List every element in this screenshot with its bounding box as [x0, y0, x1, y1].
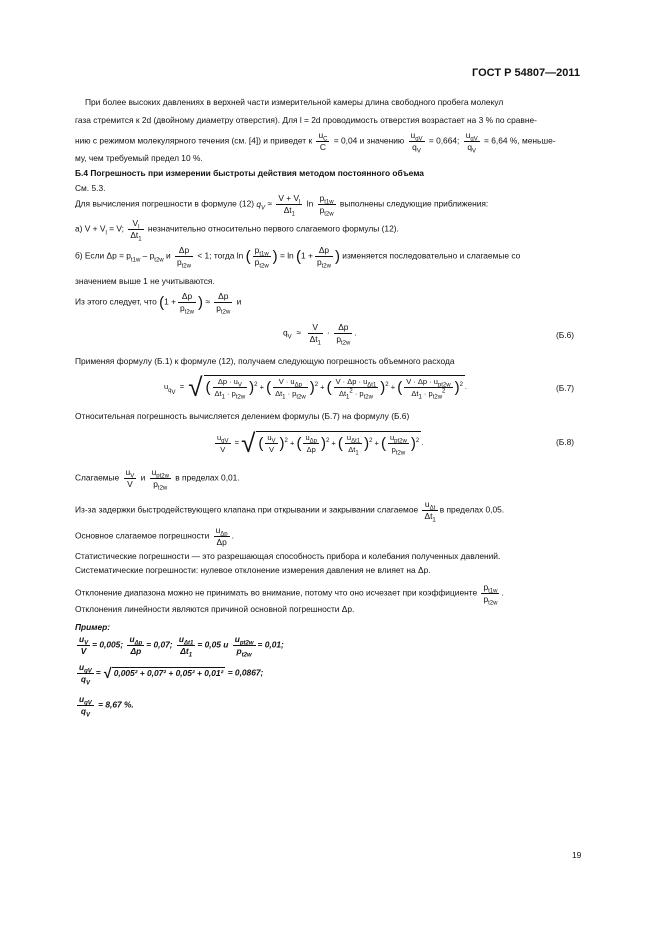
ex-uv-v: $\frac{u_V}{V}$ [79, 634, 89, 656]
item-b-text-b: < 1; тогда ln [197, 250, 244, 261]
delay-text-b: в пределах 0,05. [439, 504, 505, 515]
item-b-line2: значением выше 1 не учитываются. [75, 276, 215, 286]
p2-line: Для вычисления погрешности в формуле (12) $q_V$ ≈ $\frac{V + V_l}{\Delta t_1}$ ln $\frac{p_{t1w}}{p_{t2w}}$ выполнены следующие приближения: [75, 193, 489, 218]
example-title: Пример: [75, 622, 111, 632]
fraction-dp-p2w-c: $\frac{\Delta p}{p_{t2w}}$ [216, 291, 231, 316]
equation-number-b8: (Б.8) [556, 437, 575, 447]
ex-v4: = 0,01; [257, 639, 284, 650]
item-b: б) Если $\Delta p = p_{t1w} - p_{t2w}$ и $\frac{\Delta p}{p_{t2w}}$ < 1; тогда ln ( $\frac{p_{t1w}}{p_{t2w}}$ ) = ln (1 + $\frac{\Delta p}{p_{t2w}}$ ) изменяется последовательно и слагаемые со [75, 245, 521, 270]
b7-term1: $\frac{\Delta p \cdot u_V}{\Delta t_1 \cdot p_{t2w}}$ [214, 376, 246, 401]
b8-term4: $\frac{u_{pt2w}}{p_{t2w}}$ [389, 432, 407, 457]
p1-line1: При более высоких давлениях в верхней части измерительной камеры длина свободного пробега молекул [85, 97, 504, 107]
range-line: Отклонение диапазона можно не принимать во внимание, потому что оно исчезает при коэффициенте $\frac{p_{t1w}}{p_{t2w}}$ . [75, 582, 504, 607]
stat-line1: Статистические погрешности — это разрешающая способность прибора и колебания полученных давлений. [75, 551, 501, 561]
p2-text-b: выполнены следующие приближения: [339, 198, 489, 209]
relative-text: Относительная погрешность вычисляется делением формулы (Б.7) на формулу (Б.6) [75, 411, 410, 421]
ex-uqv-qv: $\frac{u_{qV}}{q_V}$ [79, 662, 92, 687]
equation-number-b6: (Б.6) [556, 330, 575, 340]
ex-udp-dp: $\frac{u_{\Delta p}}{\Delta p}$ [129, 634, 143, 656]
p1-line2: газа стремится к 2d (двойному диаметру отверстия). Для l = 2d проводимость отверстия возрастает на 3 % по сравне- [75, 115, 537, 125]
fraction-uqv-qv-2: $\frac{u_{qV}}{q_V}$ [465, 130, 478, 155]
example-sqrt-line: $\frac{u_{qV}}{q_V}$ = √ 0,005² + 0,07² + 0,05² + 0,01² = 0,0867; [79, 662, 264, 687]
b8-term2: $\frac{u_{\Delta p}}{\Delta p}$ [305, 432, 317, 454]
fraction-p1w-p2w-range: $\frac{p_{t1w}}{p_{t2w}}$ [483, 582, 498, 607]
b7-term4: $\frac{V \cdot \Delta p \cdot u_{pt2w}}{\Delta t_1 \cdot p_{t2w}^2}$ [406, 376, 451, 401]
b7-term3: $\frac{V \cdot \Delta p \cdot u_{\Delta t1}}{\Delta t_1^2 \cdot p_{t2w}}$ [335, 376, 377, 401]
follows-line: Из этого следует, что (1 + $\frac{\Delta p}{p_{t2w}}$ ) ≈ $\frac{\Delta p}{p_{t2w}}$ и [75, 291, 242, 316]
ex-uqv-qv-final: $\frac{u_{qV}}{q_V}$ [79, 694, 92, 719]
standard-header: ГОСТ Р 54807—2011 [472, 67, 580, 79]
p1-line3-text-d: = 6,64 %, меньше- [484, 135, 556, 146]
ex-final: = 8,67 %. [98, 699, 134, 710]
p2-text-a: Для вычисления погрешности в формуле (12) [75, 198, 255, 209]
item-a-text-b: незначительно относительно первого слагаемого формулы (12). [147, 223, 399, 234]
item-a-text-a: а) V + V [75, 223, 106, 234]
fraction-dp-p2w: $\frac{\Delta p}{p_{t2w}}$ [316, 245, 331, 270]
ex-v1: = 0,005; [92, 639, 124, 650]
applying-text: Применяя формулу (Б.1) к формуле (12), получаем следующую погрешность объемного расхода [75, 356, 455, 366]
b8-term3: $\frac{u_{\Delta t1}}{\Delta t_1}$ [346, 432, 361, 457]
ex-sqrt-result: = 0,0867; [227, 667, 264, 678]
fraction-dp-p2w-b6: $\frac{\Delta p}{p_{t2w}}$ [336, 322, 351, 347]
terms-line [75, 467, 240, 490]
page-number: 19 [572, 850, 582, 860]
ex-up-p: $\frac{u_{pt2w}}{p_{t2w}}$ [234, 634, 254, 659]
follows-text: Из этого следует, что [75, 296, 157, 307]
example-final-line [75, 694, 134, 717]
fraction-v-dt1-b6: $\frac{V}{\Delta t_1}$ [309, 322, 321, 347]
ex-sqrt-expr: 0,005² + 0,07² + 0,05² + 0,01² [113, 667, 224, 678]
equation-b7: $u_{q_V}$ = √ ( $\frac{\Delta p \cdot u_V}{\Delta t_1 \cdot p_{t2w}}$ )$^2$ + ( $\frac{V \cdot u_{\Delta p}}{\Delta t_1 \cdot p_{t2w}}$ )$^2$ + ( $\frac{V \cdot \Delta p \cdot u_{\Delta t1}}{\Delta t_1^2 \cdot p_{t2w}}$ )$^2$ + ( $\frac{V \cdot \Delta p \cdot u_{pt2w}}{\Delta t_1 \cdot p_{t2w}^2}$ )$^2$ . [164, 372, 468, 402]
section-title: Б.4 Погрешность при измерении быстроты действия методом постоянного объема [75, 168, 424, 178]
p1-line3 [75, 130, 556, 153]
equation-b6: $q_V$ ≈ $\frac{V}{\Delta t_1}$ · $\frac{\Delta p}{p_{t2w}}$ . [283, 322, 357, 347]
follows-and: и [236, 296, 242, 307]
fraction-dp-p2: $\frac{\Delta p}{p_{t2w}}$ [176, 245, 191, 270]
terms-text-b: и [140, 472, 146, 483]
fraction-uqv-qv: $\frac{u_{qV}}{q_V}$ [410, 130, 423, 155]
fraction-up-p: $\frac{u_{pt2w}}{p_{t2w}}$ [151, 467, 169, 492]
delay-line [75, 499, 504, 522]
see-reference: См. 5.3. [75, 183, 106, 193]
main-term-text: Основное слагаемое погрешности [75, 530, 210, 541]
p1-line4: му, чем требуемый предел 10 %. [75, 153, 203, 163]
p1-line3-text-b: = 0,04 и значению [333, 135, 405, 146]
main-term-line: Основное слагаемое погрешности $\frac{u_{\Delta p}}{\Delta p}$ . [75, 525, 234, 547]
fraction-v-dt1: $\frac{V_l}{\Delta t_1}$ [130, 218, 142, 243]
fraction-dp-p2w-b: $\frac{\Delta p}{p_{t2w}}$ [179, 291, 194, 316]
b7-term2: $\frac{V \cdot u_{\Delta p}}{\Delta t_1 \cdot p_{t2w}}$ [275, 376, 306, 401]
fraction-p1-p2: $\frac{p_{t1w}}{p_{t2w}}$ [319, 193, 334, 218]
item-b-text-a: б) Если Δp = p [75, 250, 131, 261]
b8-term1: $\frac{u_V}{V}$ [267, 432, 276, 454]
fraction-udt-dt: $\frac{u_{\Delta t}}{\Delta t_1}$ [424, 499, 436, 524]
b8-lhs: $\frac{u_{qV}}{V}$ [217, 432, 229, 454]
p1-line3-text-a: нию с режимом молекулярного течения (см. [4]) и приведет к [75, 135, 313, 146]
ex-v3: = 0,05 и [197, 639, 229, 650]
ex-v2: = 0,07; [146, 639, 173, 650]
terms-text-c: в пределах 0,01. [175, 472, 240, 483]
terms-text-a: Слагаемые [75, 472, 120, 483]
fraction-p1w-p2w: $\frac{p_{t1w}}{p_{t2w}}$ [254, 245, 269, 270]
fraction-uc-c: $\frac{u_C}{C}$ [318, 130, 328, 152]
fraction-v-dt: $\frac{V + V_l}{\Delta t_1}$ [278, 193, 301, 218]
fraction-uv-v: $\frac{u_V}{V}$ [125, 467, 135, 489]
delay-text-a: Из-за задержки быстродействующего клапана при открывании и закрывании слагаемое [75, 504, 419, 515]
p1-line3-text-c: = 0,664; [428, 135, 460, 146]
linearity-line: Отклонения линейности являются причиной основной погрешности Δp. [75, 604, 355, 614]
stat-line2: Систематические погрешности: нулевое отклонение измерения давления не влияет на Δp. [75, 565, 431, 575]
equation-b8: $\frac{u_{qV}}{V}$ = √ ( $\frac{u_V}{V}$ )$^2$ + ( $\frac{u_{\Delta p}}{\Delta p}$ )$^2$ + ( $\frac{u_{\Delta t1}}{\Delta t_1}$ )$^2$ + ( $\frac{u_{pt2w}}{p_{t2w}}$ )$^2$ . [217, 428, 424, 458]
range-text: Отклонение диапазона можно не принимать во внимание, потому что оно исчезает при коэффициенте [75, 587, 478, 598]
ex-udt-dt: $\frac{u_{\Delta t1}}{\Delta t_1}$ [178, 634, 194, 659]
item-b-text-c: изменяется последовательно и слагаемые со [342, 250, 521, 261]
fraction-udp-dp: $\frac{u_{\Delta p}}{\Delta p}$ [215, 525, 228, 547]
example-values-line [75, 634, 284, 657]
equation-number-b7: (Б.7) [556, 383, 575, 393]
item-a: а) $V + V_l = V$; $\frac{V_l}{\Delta t_1}$ незначительно относительно первого слагаемого формулы (12). [75, 218, 399, 243]
